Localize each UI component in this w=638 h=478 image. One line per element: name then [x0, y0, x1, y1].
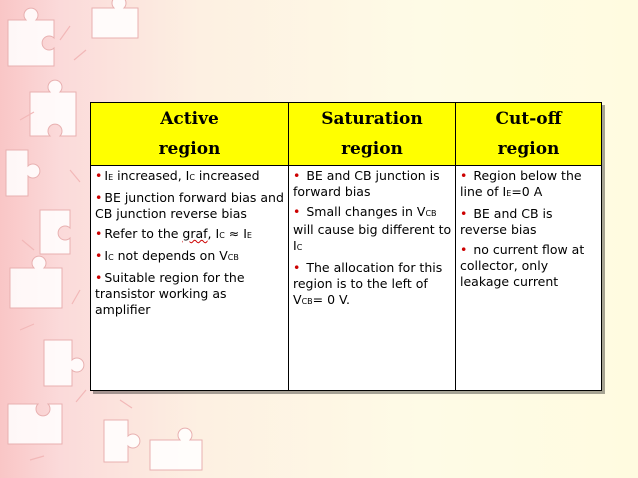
text: BE and CB junction is forward bias — [293, 168, 440, 199]
header-cutoff — [456, 103, 602, 166]
cutoff-point-3 — [460, 242, 598, 290]
subscript: C — [189, 173, 195, 182]
text: Suitable region for the transistor working as amplifier — [95, 270, 245, 317]
bullet-icon: • — [95, 270, 103, 285]
text: ≈ I — [224, 226, 247, 241]
active-point-2 — [95, 190, 285, 222]
misspelled-word: graf — [182, 226, 208, 241]
header-row — [91, 103, 602, 166]
text: I — [104, 168, 109, 183]
text: =0 A — [511, 184, 543, 199]
text: not depends on V — [113, 248, 228, 263]
text: Small changes in V — [302, 204, 426, 219]
text: will cause big different to I — [293, 222, 452, 253]
active-point-5 — [95, 270, 285, 318]
active-point-4 — [95, 248, 285, 266]
subscript: C — [108, 253, 114, 262]
header-cutoff-line1: Cut-off — [495, 109, 562, 129]
active-point-3 — [95, 226, 285, 244]
text: , I — [207, 226, 220, 241]
text: = 0 V. — [312, 292, 350, 307]
bullet-icon: • — [460, 168, 468, 183]
subscript: CB — [227, 253, 239, 262]
saturation-point-3 — [293, 260, 452, 310]
active-cell — [91, 166, 289, 391]
header-active — [91, 103, 289, 166]
subscript: C — [219, 231, 225, 240]
saturation-point-1 — [293, 168, 452, 200]
subscript: CB — [301, 297, 313, 306]
bullet-icon: • — [460, 206, 468, 221]
bullet-icon: • — [95, 168, 103, 183]
header-saturation-line2: region — [341, 139, 403, 159]
subscript: CB — [425, 209, 437, 218]
subscript: E — [246, 231, 252, 240]
regions-table — [90, 102, 602, 391]
bullet-icon: • — [95, 248, 103, 263]
cutoff-cell — [456, 166, 602, 391]
subscript: C — [296, 243, 303, 252]
text: increased — [194, 168, 260, 183]
bullet-icon: • — [293, 168, 301, 183]
cutoff-point-2 — [460, 206, 598, 238]
content-row — [91, 166, 602, 391]
header-cutoff-line2: region — [497, 139, 560, 159]
saturation-cell — [289, 166, 456, 391]
saturation-point-2 — [293, 204, 452, 256]
header-saturation-line1: Saturation — [321, 109, 423, 129]
bullet-icon: • — [293, 204, 301, 219]
text: I — [104, 248, 109, 263]
text: Refer to the — [104, 226, 183, 241]
subscript: E — [506, 189, 512, 198]
text: Region below the line of I — [460, 168, 582, 199]
bullet-icon: • — [293, 260, 301, 275]
text: BE and CB is reverse bias — [460, 206, 553, 237]
header-active-line2: region — [158, 139, 221, 159]
bullet-icon: • — [95, 226, 103, 241]
bullet-icon: • — [95, 190, 103, 205]
text: increased, I — [113, 168, 190, 183]
text: BE junction forward bias and CB junction reverse bias — [95, 190, 284, 221]
cutoff-point-1 — [460, 168, 598, 202]
active-point-1 — [95, 168, 285, 186]
text: no current flow at collector, only leakage current — [460, 242, 585, 289]
text: The allocation for this region is to the left of V — [293, 260, 443, 307]
header-saturation — [289, 103, 456, 166]
header-active-line1: Active — [160, 109, 219, 129]
bullet-icon: • — [460, 242, 468, 257]
subscript: E — [108, 173, 114, 182]
